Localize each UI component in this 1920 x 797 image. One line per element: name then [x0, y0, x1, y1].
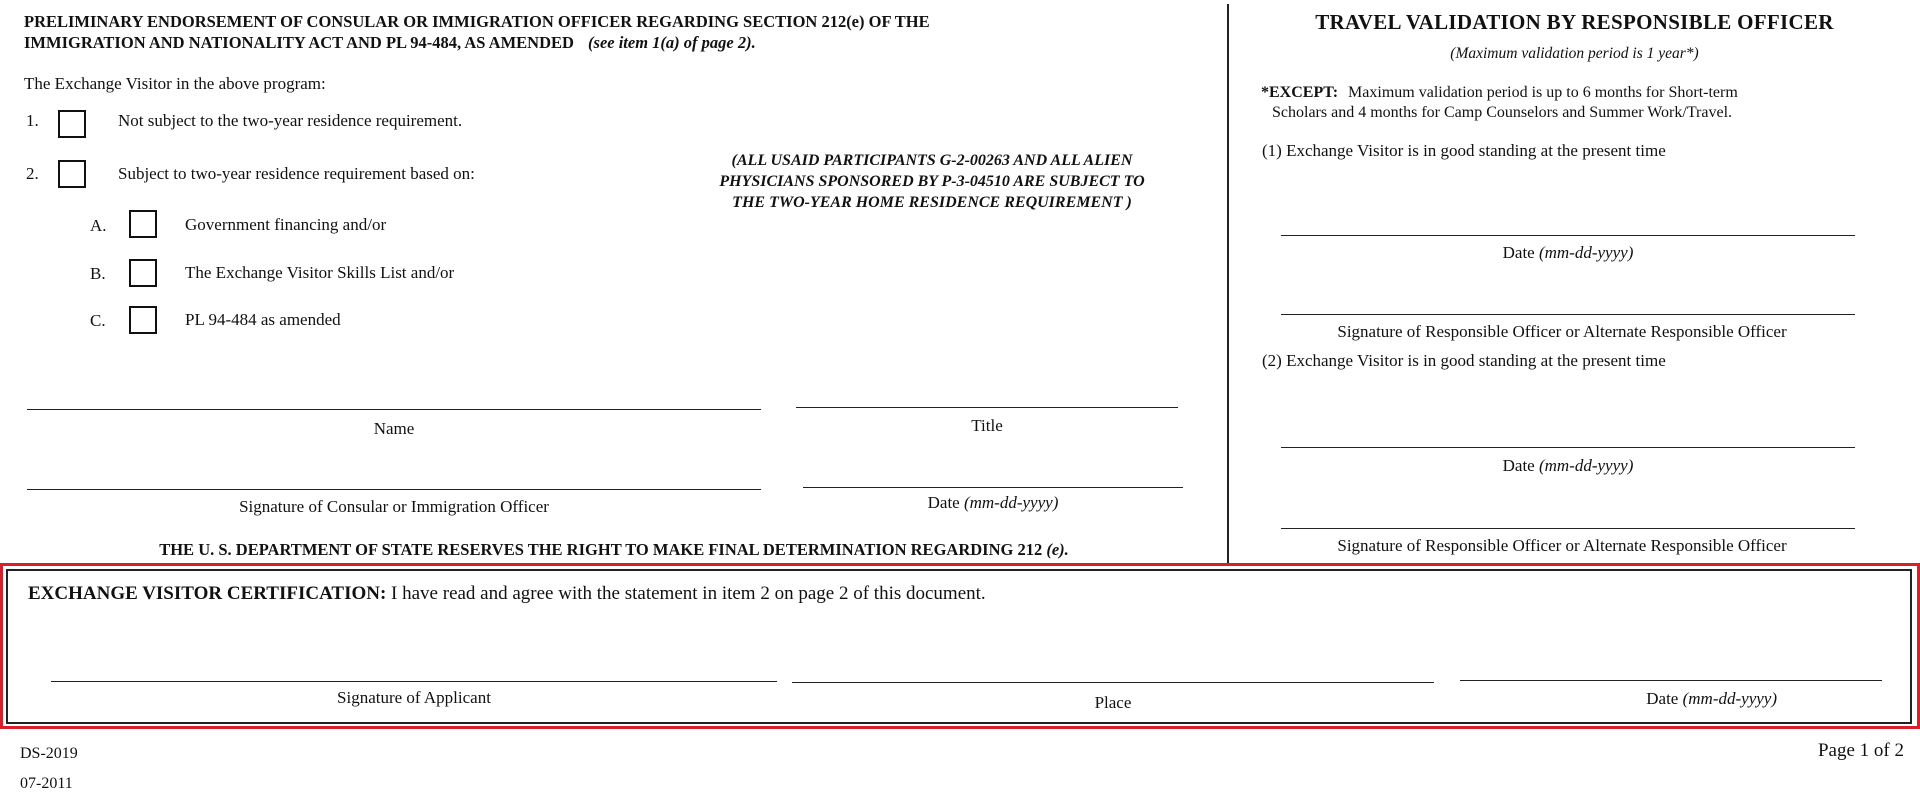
- subB-letter: B.: [90, 264, 106, 283]
- endorsement-heading-line2-group: [24, 33, 756, 53]
- usaid-note-line1: (ALL USAID PARTICIPANTS G-2-00263 AND ALL ALIEN: [731, 152, 1133, 169]
- consular-signature-label: Signature of Consular or Immigration Officer: [239, 497, 549, 516]
- except-text1: Maximum validation period is up to 6 months for Short-term: [1348, 84, 1738, 101]
- validation1-label: (1) Exchange Visitor is in good standing at the present time: [1262, 141, 1666, 160]
- validation1-signature-label: Signature of Responsible Officer or Alternate Responsible Officer: [1337, 322, 1787, 341]
- endorsement-heading-line1: PRELIMINARY ENDORSEMENT OF CONSULAR OR IMMIGRATION OFFICER REGARDING SECTION 212(e) OF THE: [24, 12, 930, 31]
- consular-date-text: Date: [927, 493, 960, 512]
- subA-letter: A.: [90, 216, 107, 235]
- subB-label: The Exchange Visitor Skills List and/or: [185, 263, 455, 282]
- item1-label: Not subject to the two-year residence requirement.: [118, 111, 463, 130]
- subject-to-requirement-checkbox[interactable]: [58, 160, 86, 188]
- applicant-date-label: [1460, 689, 1882, 709]
- applicant-date-line[interactable]: [1460, 680, 1882, 681]
- applicant-date-format: (mm-dd-yyyy): [1682, 689, 1777, 708]
- certification-statement: I have read and agree with the statement in item 2 on page 2 of this document.: [391, 583, 986, 604]
- subC-letter: C.: [90, 311, 106, 330]
- validation2-date-format: (mm-dd-yyyy): [1538, 456, 1634, 475]
- usaid-note-line2: PHYSICIANS SPONSORED BY P-3-04510 ARE SUBJECT TO: [719, 173, 1145, 190]
- endorsement-heading-line2: IMMIGRATION AND NATIONALITY ACT AND PL 94-484, AS AMENDED: [24, 33, 574, 52]
- place-label: Place: [1094, 693, 1132, 712]
- validation2-date-text: Date: [1502, 456, 1535, 475]
- except-text2: Scholars and 4 months for Camp Counselors and Summer Work/Travel.: [1272, 104, 1733, 121]
- validation1-date-label: [1281, 243, 1855, 263]
- consular-date-format: (mm-dd-yyyy): [963, 493, 1059, 512]
- skills-list-checkbox[interactable]: [129, 259, 157, 287]
- name-line[interactable]: [27, 409, 761, 410]
- certification-heading: EXCHANGE VISITOR CERTIFICATION:: [28, 583, 387, 604]
- exchange-visitor-intro: The Exchange Visitor in the above program:: [24, 74, 326, 93]
- consular-date-line[interactable]: [803, 487, 1183, 488]
- subA-label: Government financing and/or: [185, 215, 387, 234]
- consular-date-label: [803, 493, 1183, 513]
- except-line1: [1261, 84, 1738, 102]
- except-label: *EXCEPT:: [1261, 84, 1339, 101]
- item2-number: 2.: [26, 164, 39, 183]
- not-subject-checkbox[interactable]: [58, 110, 86, 138]
- validation2-signature-label: Signature of Responsible Officer or Alternate Responsible Officer: [1337, 536, 1787, 555]
- reserve-statement: [0, 540, 1228, 560]
- form-date: 07-2011: [20, 775, 73, 792]
- form-number: DS-2019: [20, 745, 78, 762]
- validation1-date-format: (mm-dd-yyyy): [1538, 243, 1634, 262]
- pl-94-484-checkbox[interactable]: [129, 306, 157, 334]
- validation2-date-label: [1281, 456, 1855, 476]
- reserve-suffix: (e).: [1046, 540, 1069, 559]
- section-divider: [1227, 4, 1229, 564]
- validation2-signature-line[interactable]: [1281, 528, 1855, 529]
- page-indicator: Page 1 of 2: [1817, 740, 1904, 761]
- title-line[interactable]: [796, 407, 1178, 408]
- place-line[interactable]: [792, 682, 1434, 683]
- travel-validation-heading: TRAVEL VALIDATION BY RESPONSIBLE OFFICER: [1315, 10, 1834, 34]
- validation2-date-line[interactable]: [1281, 447, 1855, 448]
- applicant-signature-label: Signature of Applicant: [337, 688, 491, 707]
- validation1-signature-line[interactable]: [1281, 314, 1855, 315]
- title-label: Title: [971, 416, 1003, 435]
- item1-number: 1.: [26, 111, 39, 130]
- travel-validation-subheading: (Maximum validation period is 1 year*): [1450, 45, 1699, 62]
- name-label: Name: [373, 419, 415, 438]
- applicant-date-text: Date: [1646, 689, 1679, 708]
- certification-statement-row: [28, 583, 986, 605]
- validation1-date-text: Date: [1502, 243, 1535, 262]
- subC-label: PL 94-484 as amended: [185, 310, 341, 329]
- validation1-date-line[interactable]: [1281, 235, 1855, 236]
- endorsement-heading-note: (see item 1(a) of page 2).: [588, 33, 756, 52]
- validation2-label: (2) Exchange Visitor is in good standing at the present time: [1262, 351, 1666, 370]
- usaid-note: [612, 150, 1252, 213]
- applicant-signature-line[interactable]: [51, 681, 777, 682]
- item2-label: Subject to two-year residence requirement based on:: [118, 164, 475, 183]
- consular-signature-line[interactable]: [27, 489, 761, 490]
- reserve-text: THE U. S. DEPARTMENT OF STATE RESERVES THE RIGHT TO MAKE FINAL DETERMINATION REGARDING 212: [159, 540, 1043, 559]
- government-financing-checkbox[interactable]: [129, 210, 157, 238]
- usaid-note-line3: THE TWO-YEAR HOME RESIDENCE REQUIREMENT ): [732, 194, 1132, 211]
